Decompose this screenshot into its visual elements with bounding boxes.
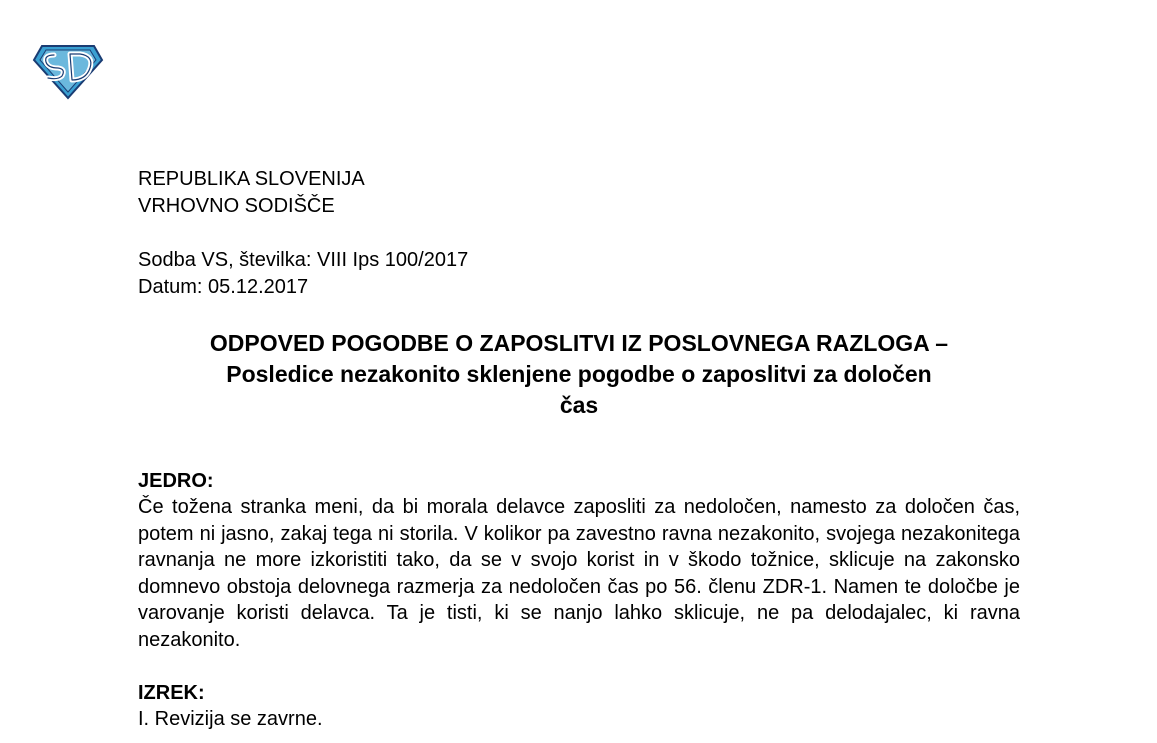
- izrek-item-1: I. Revizija se zavrne.: [138, 708, 323, 730]
- case-date: Datum: 05.12.2017: [138, 276, 309, 298]
- title-line-1: ODPOVED POGODBE O ZAPOSLITVI IZ POSLOVNEGA RAZLOGA –: [209, 330, 949, 356]
- title-line-3: čas: [559, 392, 599, 418]
- izrek-heading: IZREK:: [138, 682, 205, 704]
- case-info: [138, 247, 1020, 301]
- court-header: [138, 166, 1020, 220]
- jedro-section: [138, 468, 1020, 653]
- court-logo-icon: [32, 40, 104, 100]
- document-page: [138, 166, 1020, 733]
- header-country: REPUBLIKA SLOVENIJA: [138, 168, 365, 190]
- izrek-section: [138, 680, 1020, 733]
- document-title: [138, 328, 1020, 421]
- header-court: VRHOVNO SODIŠČE: [138, 195, 335, 217]
- jedro-text: Če tožena stranka meni, da bi morala delavce zaposliti za nedoločen, namesto za določen čas, potem ni jasno, zakaj tega ni storila. V kolikor pa zavestno ravna nezakonito, svojega nezakonitega ravnanja ne more izkoristiti tako, da se v svojo korist in v škodo tožnice, sklicuje na zakonsko domnevo obstoja delovnega razmerja za nedoločen čas po 56. členu ZDR-1. Namen te določbe je varovanje koristi delavca. Ta je tisti, ki se nanjo lahko sklicuje, ne pa delodajalec, ki ravna nezakonito.: [138, 496, 1020, 651]
- title-line-2: Posledice nezakonito sklenjene pogodbe o zaposlitvi za določen: [226, 361, 932, 387]
- jedro-heading: JEDRO:: [138, 470, 214, 492]
- case-number: Sodba VS, številka: VIII Ips 100/2017: [138, 249, 469, 271]
